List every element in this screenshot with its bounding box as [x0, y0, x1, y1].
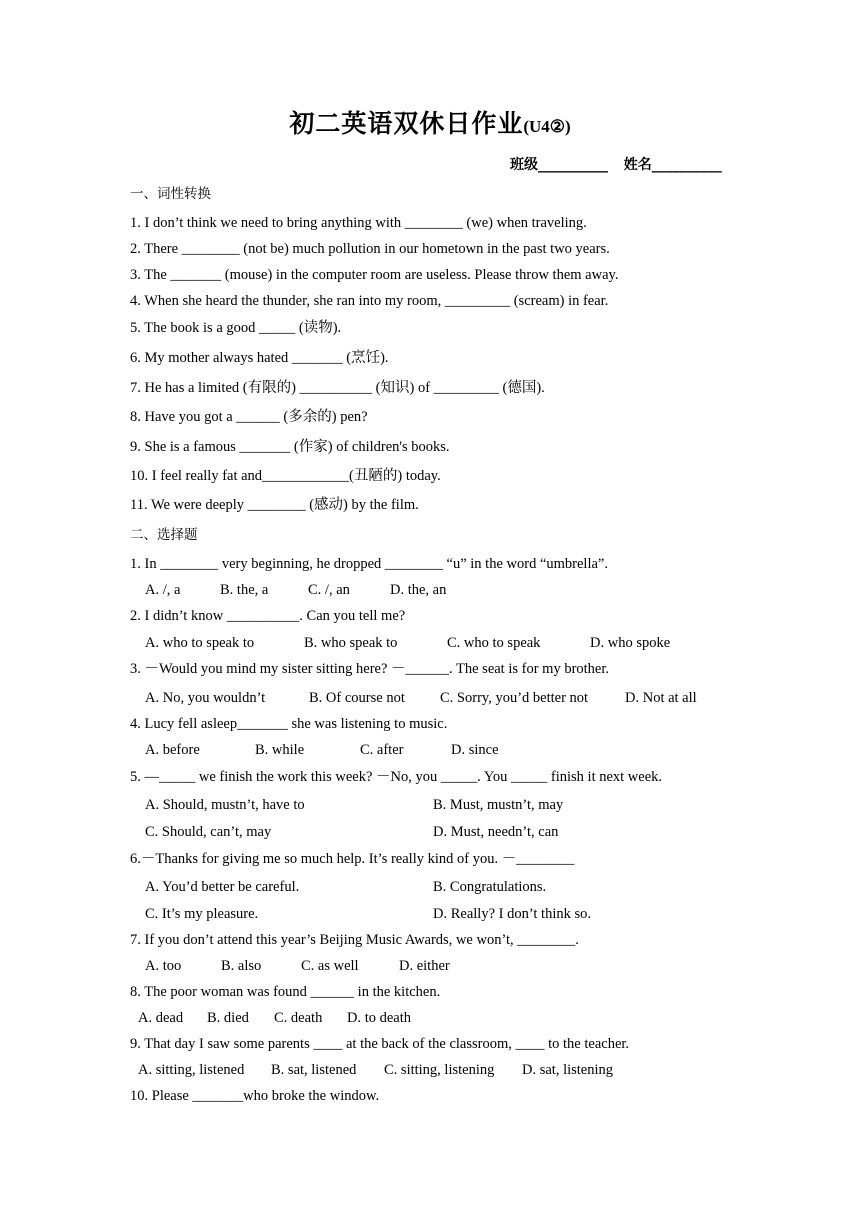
section1-item-10: 10. I feel really fat and____________(丑陋的) today.: [130, 468, 441, 484]
option: C. as well: [301, 958, 359, 974]
option: A. Should, mustn’t, have to: [145, 797, 305, 813]
option: B. sat, listened: [271, 1062, 357, 1078]
option: A. dead: [138, 1010, 184, 1026]
option: C. who to speak: [447, 635, 541, 651]
option: A. who to speak to: [145, 635, 255, 651]
question-6-stem: 6.－Thanks for giving me so much help. It’s really kind of you. －________: [130, 851, 575, 867]
option: A. You’d better be careful.: [145, 879, 300, 895]
option: C. sitting, listening: [384, 1062, 495, 1078]
option: D. sat, listening: [522, 1062, 614, 1078]
option: A. sitting, listened: [138, 1062, 245, 1078]
option: B. Of course not: [309, 690, 405, 706]
section1-item-11: 11. We were deeply ________ (感动) by the film.: [130, 497, 419, 513]
option: D. Not at all: [625, 690, 697, 706]
question-7-stem: 7. If you don’t attend this year’s Beijing Music Awards, we won’t, ________.: [130, 932, 579, 948]
question-10-stem: 10. Please _______who broke the window.: [130, 1088, 380, 1104]
section1-heading: 一、词性转换: [130, 186, 211, 202]
option: A. No, you wouldn’t: [145, 690, 266, 706]
section1-item-9: 9. She is a famous _______ (作家) of children's books.: [130, 439, 450, 455]
option: D. who spoke: [590, 635, 671, 651]
option: D. either: [399, 958, 450, 974]
question-3-stem: 3. －Would you mind my sister sitting here? －______. The seat is for my brother.: [130, 661, 610, 677]
class-name-line: [510, 154, 750, 174]
option: D. the, an: [390, 582, 447, 598]
section1-item-1: 1. I don’t think we need to bring anything with ________ (we) when traveling.: [130, 215, 587, 231]
option: C. /, an: [308, 582, 350, 598]
option: C. It’s my pleasure.: [145, 906, 259, 922]
question-1-stem: 1. In ________ very beginning, he dropped ________ “u” in the word “umbrella”.: [130, 556, 608, 572]
section2-heading: 二、选择题: [130, 527, 198, 543]
title-chinese: 初二英语双休日作业: [289, 109, 524, 138]
option: D. Must, needn’t, can: [433, 824, 559, 840]
option: C. Sorry, you’d better not: [440, 690, 589, 706]
section1-item-8: 8. Have you got a ______ (多余的) pen?: [130, 409, 368, 425]
option: C. Should, can’t, may: [145, 824, 272, 840]
question-5-stem: 5. —_____ we finish the work this week? －No, you _____. You _____ finish it next week.: [130, 769, 663, 785]
question-8-stem: 8. The poor woman was found ______ in the kitchen.: [130, 984, 441, 1000]
option: C. after: [360, 742, 404, 758]
option: A. before: [145, 742, 200, 758]
section1-item-2: 2. There ________ (not be) much pollution in our hometown in the past two years.: [130, 241, 610, 257]
page-title: [0, 104, 860, 140]
section1-item-6: 6. My mother always hated _______ (烹饪).: [130, 350, 389, 366]
question-9-stem: 9. That day I saw some parents ____ at the back of the classroom, ____ to the teacher.: [130, 1036, 630, 1052]
option: D. to death: [347, 1010, 412, 1026]
option: B. also: [221, 958, 262, 974]
question-4-stem: 4. Lucy fell asleep_______ she was listening to music.: [130, 716, 448, 732]
option: B. who speak to: [304, 635, 398, 651]
option: B. Congratulations.: [433, 879, 547, 895]
name-label: 姓名__________: [623, 157, 722, 173]
option: D. since: [451, 742, 499, 758]
option: B. Must, mustn’t, may: [433, 797, 564, 813]
question-2-stem: 2. I didn’t know __________. Can you tell me?: [130, 608, 406, 624]
title-suffix: (U4②): [523, 117, 571, 136]
section1-item-5: 5. The book is a good _____ (读物).: [130, 320, 342, 336]
option: B. while: [255, 742, 305, 758]
option: C. death: [274, 1010, 323, 1026]
option: B. died: [207, 1010, 249, 1026]
option: A. too: [145, 958, 182, 974]
option: D. Really? I don’t think so.: [433, 906, 592, 922]
section1-item-4: 4. When she heard the thunder, she ran into my room, _________ (scream) in fear.: [130, 293, 609, 309]
option: B. the, a: [220, 582, 269, 598]
class-label: 班级__________: [510, 157, 608, 173]
section1-item-3: 3. The _______ (mouse) in the computer room are useless. Please throw them away.: [130, 267, 619, 283]
section1-item-7: 7. He has a limited (有限的) __________ (知识) of _________ (德国).: [130, 380, 545, 396]
option: A. /, a: [145, 582, 181, 598]
